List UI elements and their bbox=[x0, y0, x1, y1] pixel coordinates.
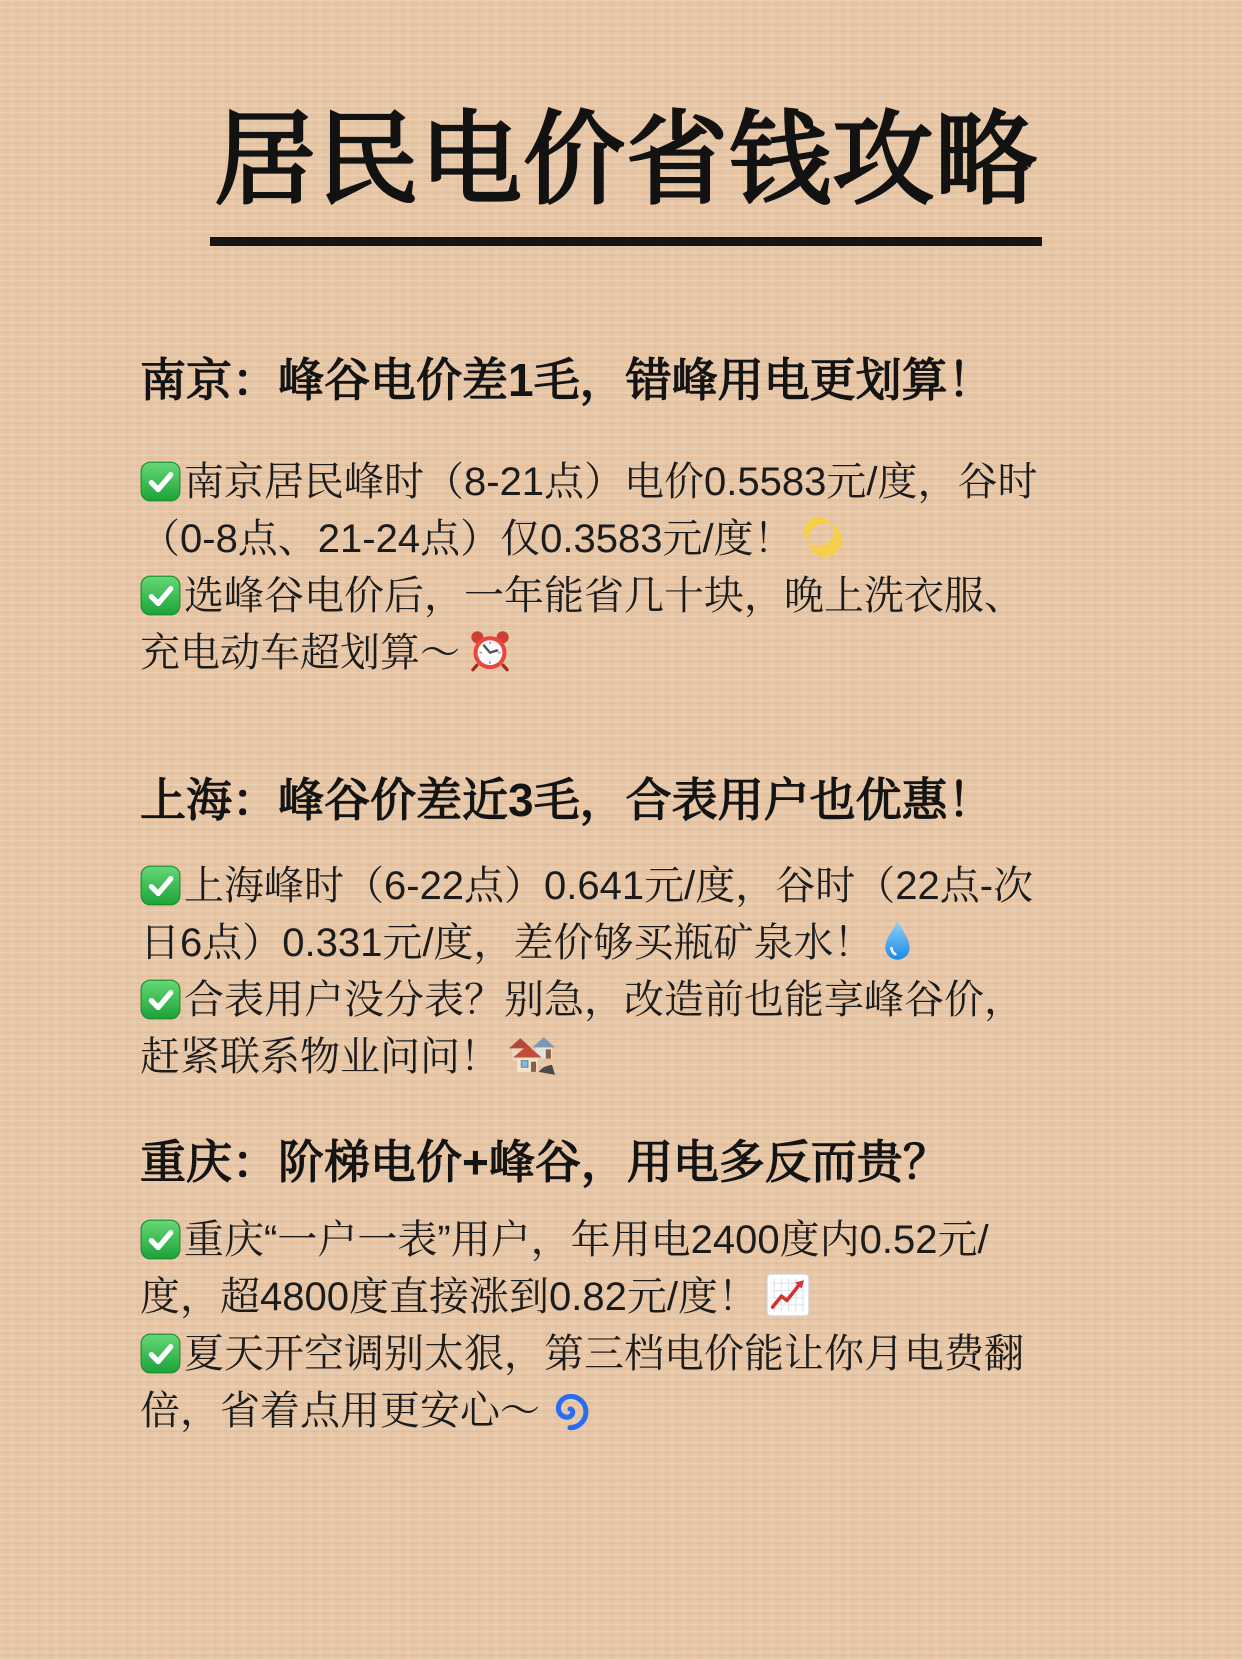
tip-item bbox=[140, 568, 1045, 682]
alarm-clock-icon bbox=[468, 629, 512, 673]
tip-text: 选峰谷电价后，一年能省几十块，晚上洗衣服、充电动车超划算～ bbox=[140, 573, 1024, 675]
tip-list bbox=[140, 1212, 1045, 1440]
tip-list bbox=[140, 858, 1045, 1086]
tip-text: 南京居民峰时（8-21点）电价0.5583元/度，谷时（0-8点、21-24点）仅0.3583元/度！ bbox=[140, 459, 1038, 561]
check-icon bbox=[140, 1219, 181, 1260]
check-icon bbox=[140, 979, 181, 1020]
section-chongqing bbox=[140, 1132, 1132, 1440]
title-block bbox=[120, 96, 1132, 246]
tip-item bbox=[140, 972, 1045, 1086]
houses-icon bbox=[508, 1034, 555, 1077]
section-heading-shanghai: 上海：峰谷价差近3毛，合表用户也优惠！ bbox=[140, 773, 994, 826]
tip-item bbox=[140, 454, 1045, 568]
page-title: 居民电价省钱攻略 bbox=[210, 96, 1042, 246]
chart-increasing-icon bbox=[766, 1273, 810, 1317]
tip-list bbox=[140, 454, 1045, 682]
check-icon bbox=[140, 461, 181, 502]
water-droplet-icon bbox=[881, 919, 914, 963]
tip-item bbox=[140, 858, 1045, 972]
section-heading-nanjing: 南京：峰谷电价差1毛，错峰用电更划算！ bbox=[140, 353, 994, 406]
check-icon bbox=[140, 865, 181, 906]
section-nanjing bbox=[140, 350, 1132, 682]
tip-item bbox=[140, 1212, 1045, 1326]
tip-text: 重庆“一户一表”用户，年用电2400度内0.52元/度，超4800度直接涨到0.82元/度！ bbox=[140, 1217, 989, 1319]
crescent-moon-icon bbox=[802, 517, 844, 559]
cyclone-icon bbox=[548, 1387, 592, 1431]
tip-item bbox=[140, 1326, 1045, 1440]
section-shanghai bbox=[140, 770, 1132, 1086]
tip-text: 合表用户没分表？别急，改造前也能享峰谷价，赶紧联系物业问问！ bbox=[140, 977, 1024, 1079]
tip-text: 上海峰时（6-22点）0.641元/度，谷时（22点-次日6点）0.331元/度，差价够买瓶矿泉水！ bbox=[140, 863, 1034, 965]
check-icon bbox=[140, 1333, 181, 1374]
section-heading-chongqing: 重庆：阶梯电价+峰谷，用电多反而贵？ bbox=[140, 1135, 949, 1188]
tip-text: 夏天开空调别太狠，第三档电价能让你月电费翻倍，省着点用更安心～ bbox=[140, 1331, 1024, 1433]
check-icon bbox=[140, 575, 181, 616]
